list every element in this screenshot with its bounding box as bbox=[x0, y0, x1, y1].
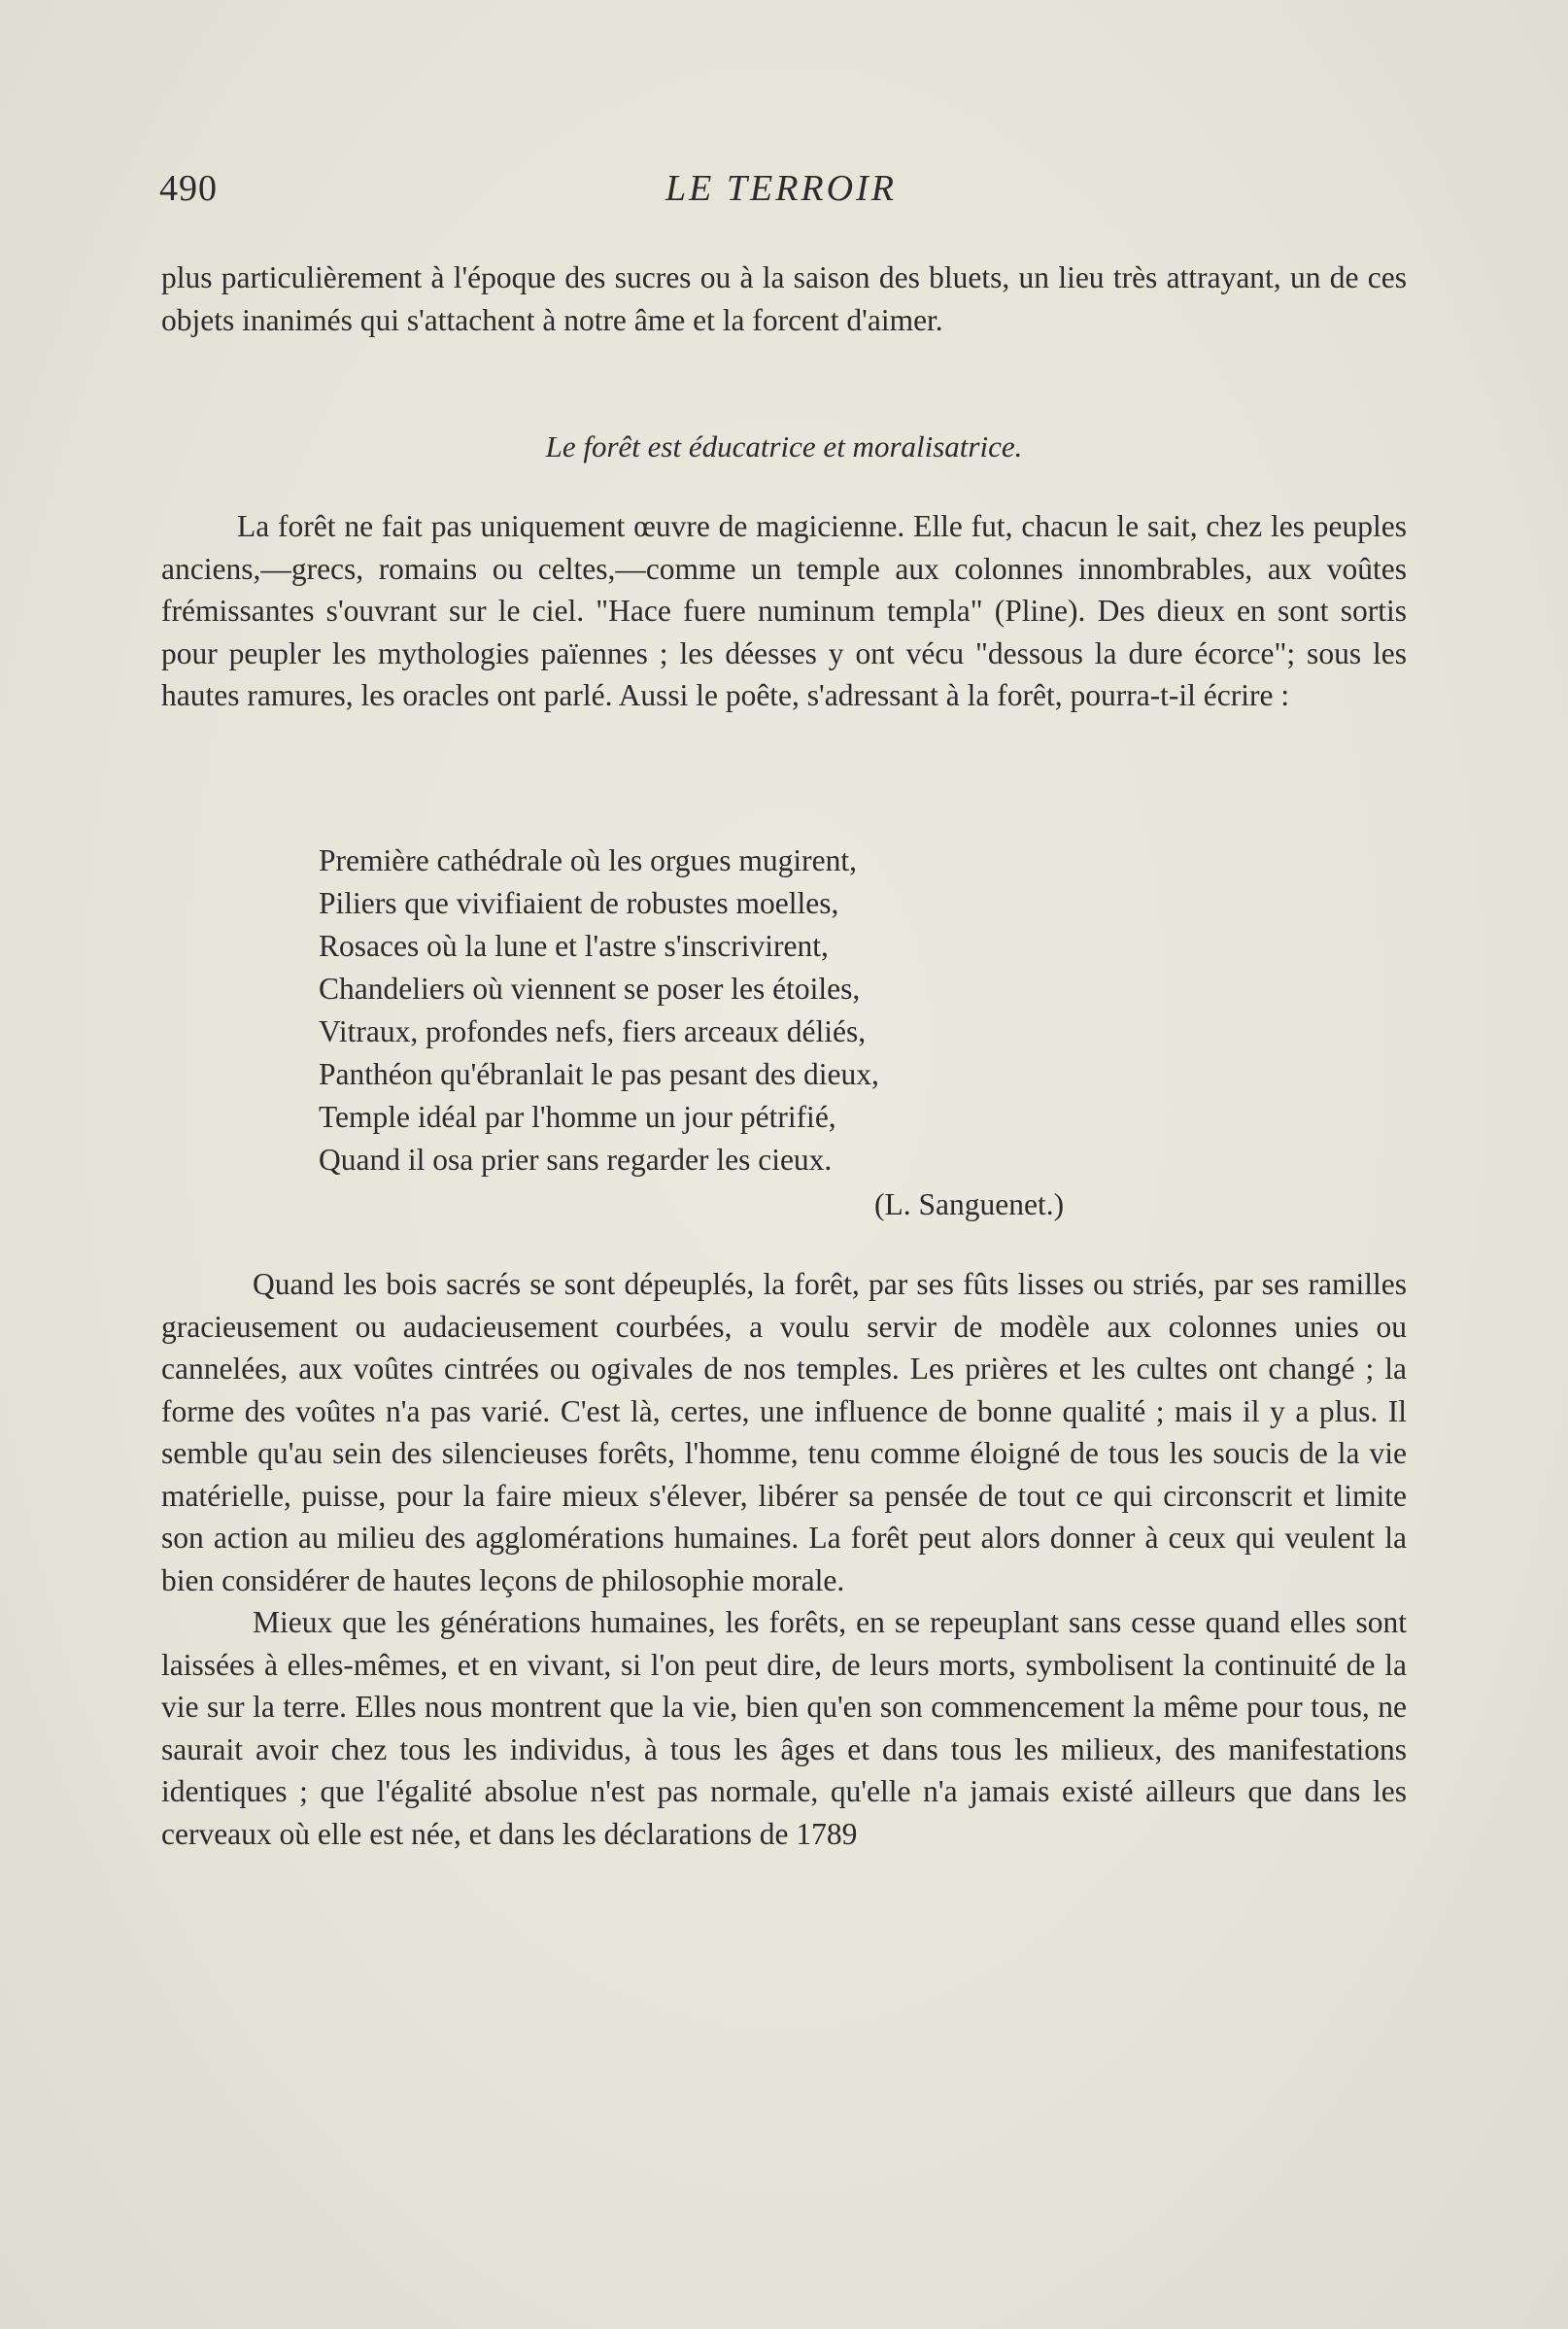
paragraph-text: Quand les bois sacrés se sont dépeuplés, la forêt, par ses fûts lisses ou striés, par ses ramilles gracieusement ou audacieusement courbées, a voulu servir de modèle aux colonnes unies ou cannelées, aux voûtes cintrées ou ogivales de nos temples. Les prières et les cultes ont changé ; la forme des voûtes n'a pas varié. C'est là, certes, une influence de bonne qualité ; mais il y a plus. Il semble qu'au sein des silencieuses forêts, l'homme, tenu comme éloigné de tous les soucis de la vie matérielle, puisse, pour la faire mieux s'élever, libérer sa pensée de tout ce qui circonscrit et limite son action au milieu des agglomérations humaines. La forêt peut alors donner à ceux qui veulent la bien considérer de hautes leçons de philosophie morale. bbox=[161, 1267, 1407, 1597]
poem-line: Rosaces où la lune et l'astre s'inscrivirent, bbox=[319, 929, 829, 963]
continued-paragraph bbox=[161, 257, 1407, 341]
paragraph-text: Mieux que les générations humaines, les forêts, en se repeuplant sans cesse quand elles sont laissées à elles-mêmes, et en vivant, si l'on peut dire, de leurs morts, symbolisent la continuité de la vie sur la terre. Elles nous montrent que la vie, bien qu'en son commencement la même pour tous, ne saurait avoir chez tous les individus, à tous les âges et dans tous les milieux, des manifestations identiques ; que l'égalité absolue n'est pas normale, qu'elle n'a jamais existé ailleurs que dans les cerveaux où elle est née, et dans les déclarations de 1789 bbox=[161, 1605, 1407, 1851]
poem-line: Vitraux, profondes nefs, fiers arceaux déliés, bbox=[319, 1014, 867, 1048]
running-title: LE TERROIR bbox=[665, 168, 897, 209]
poem-quote bbox=[319, 839, 879, 1182]
poem-line: Temple idéal par l'homme un jour pétrifié, bbox=[319, 1100, 836, 1134]
poem-line: Piliers que vivifiaient de robustes moelles, bbox=[319, 886, 839, 920]
paragraph-text: plus particulièrement à l'époque des sucres ou à la saison des bluets, un lieu très attrayant, un de ces objets inanimés qui s'attachent à notre âme et la forcent d'aimer. bbox=[161, 260, 1407, 337]
section-title: Le forêt est éducatrice et moralisatrice. bbox=[545, 429, 1023, 463]
paragraph-block bbox=[161, 505, 1407, 717]
page-number: 490 bbox=[159, 168, 218, 209]
poem-line: Quand il osa prier sans regarder les cieux. bbox=[319, 1143, 833, 1177]
poem-line: Panthéon qu'ébranlait le pas pesant des dieux, bbox=[319, 1057, 879, 1091]
poem-line: Première cathédrale où les orgues mugirent, bbox=[319, 843, 857, 877]
page-header bbox=[159, 167, 1403, 222]
poem-line: Chandeliers où viennent se poser les étoiles, bbox=[319, 972, 861, 1006]
paragraph-text: La forêt ne fait pas uniquement œuvre de magicienne. Elle fut, chacun le sait, chez les peuples anciens,—grecs, romains ou celtes,—comme un temple aux colonnes innombrables, aux voûtes frémissantes s'ouvrant sur le ciel. "Hace fuere numinum templa" (Pline). Des dieux en sont sortis pour peupler les mythologies païennes ; les déesses y ont vécu "dessous la dure écorce"; sous les hautes ramures, les oracles ont parlé. Aussi le poête, s'adressant à la forêt, pourra-t-il écrire : bbox=[161, 509, 1407, 712]
paragraph-block bbox=[161, 1263, 1407, 1855]
poem-attribution: (L. Sanguenet.) bbox=[874, 1187, 1065, 1221]
